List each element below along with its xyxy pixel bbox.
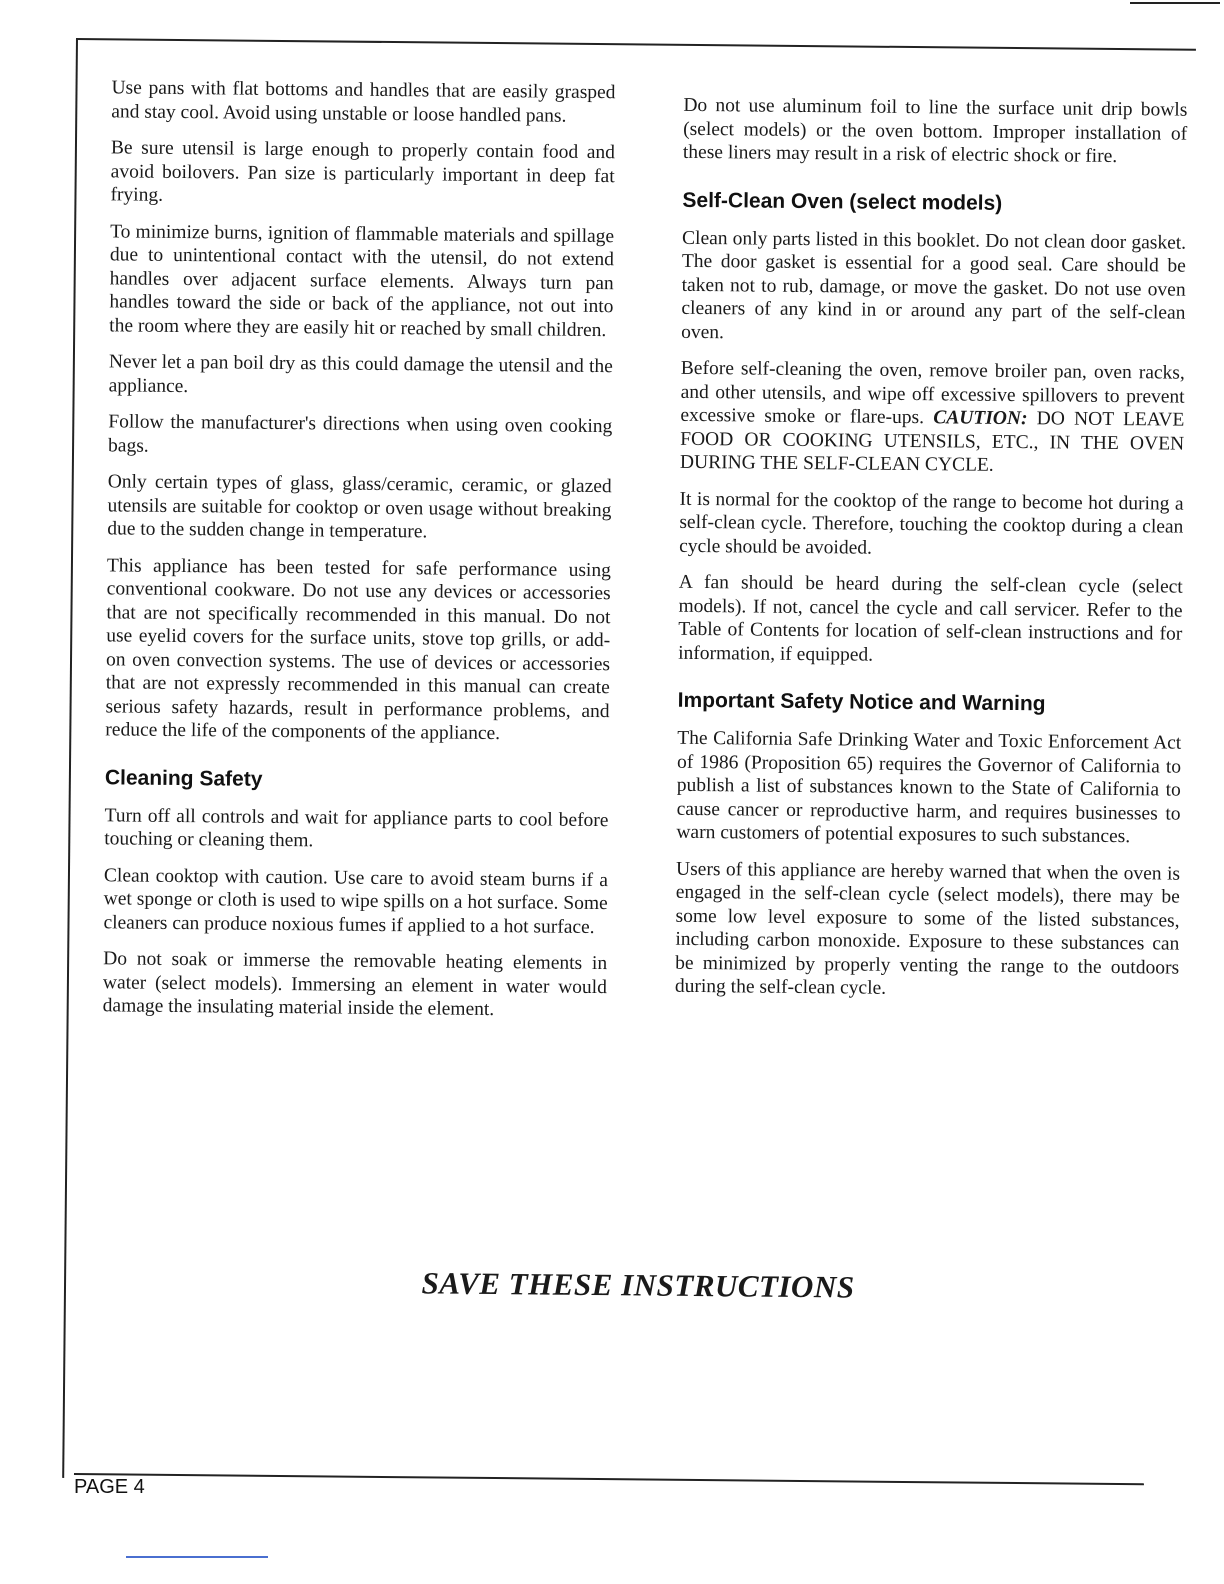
cleaning-safety-heading: Cleaning Safety	[104, 765, 263, 791]
paragraph-users-warned: Users of this appliance are hereby warned that when the oven is engaged in the self-clean cycle (select models), there may be some low level exposure to some of the listed substances, including carbon monoxide. Exposure to these substances can be minimized by properly venting the range to the outdoors during the self-clean cycle.	[674, 858, 1181, 999]
paragraph-clean-only-parts: Clean only parts listed in this booklet. Do not clean door gasket. The door gasket is essential for a good seal. Care should be taken not to rub, damage, or move the gasket. Do not use oven cleaners of any kind in or around any part of the self-clean oven.	[681, 227, 1187, 343]
paragraph-before-self-cleaning	[680, 357, 1185, 479]
paragraph-clean-cooktop: Clean cooktop with caution. Use care to avoid steam burns if a wet sponge or cloth is used to wipe spills on a hot surface. Some cleaners can produce noxious fumes if applied to a hot surface.	[103, 864, 609, 938]
paragraph-boil-dry: Never let a pan boil dry as this could damage the utensil and the appliance.	[108, 351, 613, 397]
content-frame	[62, 38, 1196, 1489]
page-number: PAGE 4	[74, 1476, 145, 1498]
caution-label: CAUTION:	[933, 407, 1028, 430]
paragraph-utensil-size: Be sure utensil is large enough to properly contain food and avoid boilovers. Pan size is particularly important in deep fat frying.	[110, 137, 616, 206]
paragraph-turn-off-controls: Turn off all controls and wait for appliance parts to cool before touching or cleaning them.	[104, 804, 609, 852]
before-self-cleaning-text: Before self-cleaning the oven, remove broiler pan, oven racks, and other utensils, and wipe off excessive spillovers to prevent excessive smoke or flare-ups.	[680, 357, 1185, 429]
paragraph-do-not-soak: Do not soak or immerse the removable heating elements in water (select models). Immersing an element in water would damage the insulating material inside the element.	[102, 948, 608, 1021]
paragraph-proposition-65: The California Safe Drinking Water and Toxic Enforcement Act of 1986 (Proposition 65) requires the Governor of California to publish a list of substances known to the State of California to cause cancer or reproductive harm, and requires businesses to warn customers of potential exposures to such substances.	[676, 727, 1182, 848]
right-column	[675, 82, 1188, 1016]
self-clean-heading: Self-Clean Oven (select models)	[682, 188, 1003, 215]
caution-text: DO NOT LEAVE FOOD OR COOKING UTENSILS, ETC., IN THE OVEN DURING THE SELF-CLEAN CYCLE.	[679, 408, 1185, 476]
paragraph-cookware-tested: This appliance has been tested for safe performance using conventional cookware. Do not use any devices or accessories that are not specifically recommended in this manual. Do not use eyelid covers for the surface units, stove top grills, or add-on oven convection systems. The use of devices or accessories that are not expressly recommended in this manual can create serious safety hazards, result in performance problems, and reduce the life of the components of the appliance.	[105, 554, 612, 745]
paragraph-fan-heard: A fan should be heard during the self-clean cycle (select models). If not, cancel the cycle and call servicer. Refer to the Table of Contents for location of self-clean instructions and for information, if equipped.	[678, 571, 1183, 666]
safety-notice-heading: Important Safety Notice and Warning	[677, 688, 1046, 716]
save-instructions-banner: SAVE THESE INSTRUCTIONS	[421, 1265, 855, 1305]
paragraph-glass-utensils: Only certain types of glass, glass/ceramic, ceramic, or glazed utensils are suitable for cooktop or oven usage without breaking due to the sudden change in temperature.	[107, 471, 612, 543]
top-edge-rule	[1130, 2, 1220, 4]
paragraph-cooktop-hot: It is normal for the cooktop of the range to become hot during a self-clean cycle. Therefore, touching the cooktop during a clean cycle should be avoided.	[679, 488, 1184, 559]
paragraph-aluminum-foil: Do not use aluminum foil to line the surface unit drip bowls (select models) or the oven bottom. Improper installation of these liners may result in a risk of electric shock or fire.	[682, 94, 1188, 167]
scan-artifact-line	[126, 1556, 268, 1558]
paragraph-pans: Use pans with flat bottoms and handles that are easily grasped and stay cool. Avoid using unstable or loose handled pans.	[111, 77, 616, 127]
left-column	[102, 76, 615, 1035]
paragraph-minimize-burns: To minimize burns, ignition of flammable materials and spillage due to unintentional contact with the utensil, do not extend handles over adjacent surface elements. Always turn pan handles toward the side or back of the appliance, not out into the room where they are easily hit or reached by small children.	[109, 220, 615, 341]
paragraph-oven-bags: Follow the manufacturer's directions when using oven cooking bags.	[107, 411, 613, 457]
